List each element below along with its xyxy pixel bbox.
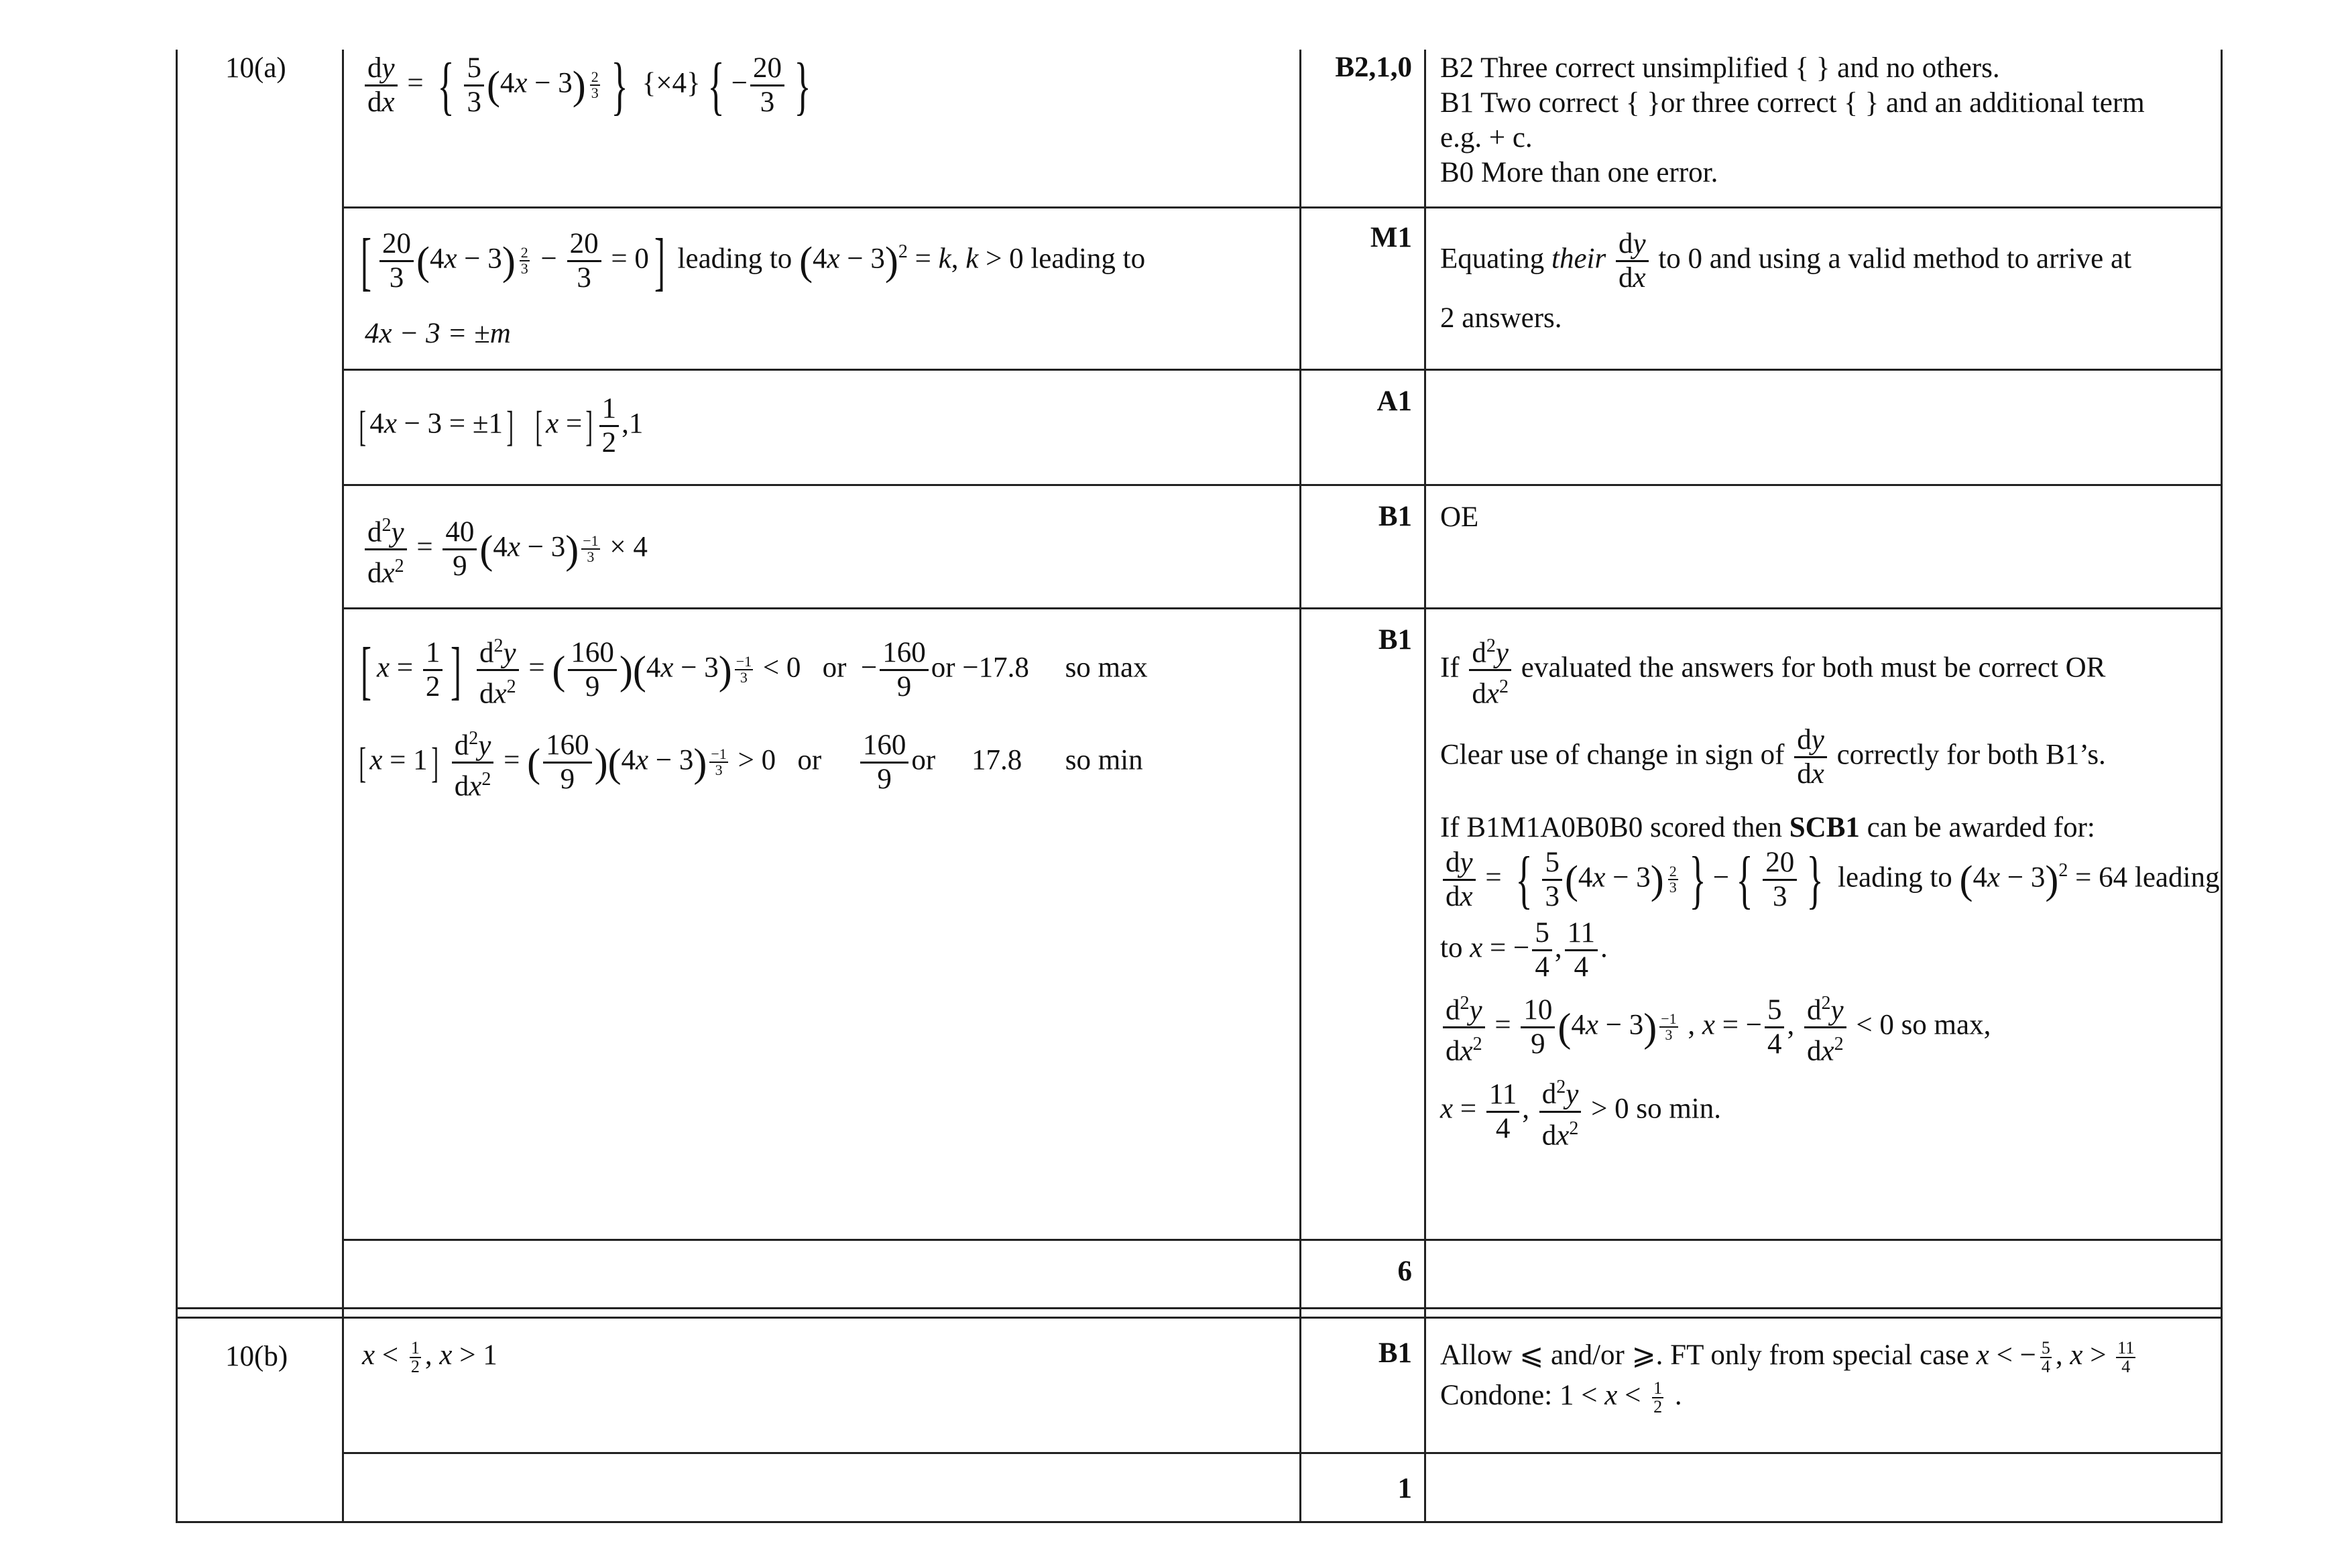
col-sep-1: [342, 50, 344, 1523]
answer-equate-line2: 4x − 3 = ±m: [365, 318, 511, 349]
guidance-row1-line3: e.g. + c.: [1440, 122, 1533, 154]
question-sep-bottom: [176, 1317, 2223, 1319]
answer-second-derivative: $\frac{d^2y}{dx^2}$ = $\frac{40}{9}$ (4x − 3) $\frac{-1}{3}$ × 4: [362, 509, 648, 590]
so-max-text: so max: [1065, 652, 1148, 684]
guidance-row5-line3: If B1M1A0B0B0 scored then SCB1 can be awarded for:: [1440, 811, 2095, 843]
guidance-row5-line5: to x = − $\frac{5}{4}$ , $\frac{11}{4}$ .: [1440, 916, 1608, 983]
row-sep-3: [342, 484, 2223, 486]
row-sep-1: [342, 206, 2223, 208]
guidance-row1-line4: B0 More than one error.: [1440, 157, 1718, 188]
so-min-text: so min: [1065, 744, 1143, 776]
answer-derivative: $\frac{dy}{dx}$ = { $\frac{5}{3}$ (4x − 3) $\frac{2}{3}$ } {×4} { − $\frac{20}{3}$ }: [362, 52, 818, 119]
guidance-row1-line2: B1 Two correct { }or three correct { } and an additional term: [1440, 87, 2145, 119]
guidance-row1-line1: B2 Three correct unsimplified { } and no others.: [1440, 52, 2000, 84]
guidance-row5-line7: x = $\frac{11}{4}$ , $\frac{d^2y}{dx^2}$ > 0 so min.: [1440, 1071, 2219, 1152]
col-sep-3: [1424, 50, 1426, 1523]
answer-min-test: [ x = 1] $\frac{d^2y}{dx^2}$ = ( $\frac{160}{9}$ )(4x − 3) $\frac{-1}{3}$ > 0 or $\frac{160}{9}$ or 17.8 so min: [355, 723, 1143, 803]
answer-10b: x < $\frac{1}{2}$ , x > 1: [362, 1338, 497, 1377]
row-sep-6: [342, 1452, 2223, 1454]
row-sep-2: [342, 369, 2223, 371]
guidance-row5-line1: If $\frac{d^2y}{dx^2}$ evaluated the answers for both must be correct OR: [1440, 630, 2219, 711]
guidance-row5-line4: $\frac{dy}{dx}$ = { $\frac{5}{3}$ (4x − 3) $\frac{2}{3}$ } − { $\frac{20}{3}$ } leading to $(4x - 3)^2 = 64$ leading: [1440, 847, 2219, 913]
guidance-row4: OE: [1440, 501, 1479, 533]
question-sep-top: [176, 1307, 2223, 1309]
mark-row5: B1: [1378, 624, 1412, 656]
leading-to-text-2: leading to: [1031, 243, 1146, 275]
total-10a: 6: [1397, 1256, 1412, 1287]
table-right-border: [2221, 50, 2223, 1523]
col-sep-2: [1299, 50, 1301, 1523]
guidance-10b: Allow ⩽ and/or ⩾. FT only from special case x < − $\frac{5}{4}$ , x > $\frac{11}{4}$ Condone: 1 < x < $\frac{1}{2}$ .: [1440, 1338, 2135, 1417]
table-bottom-border: [176, 1521, 2223, 1523]
guidance-row2: Equating their $\frac{dy}{dx}$ to 0 and using a valid method to arrive at 2 answers.: [1440, 228, 2132, 334]
total-10b: 1: [1397, 1473, 1412, 1504]
answer-equate-zero: [ $\frac{20}{3}$ (4x − 3) $\frac{2}{3}$ − $\frac{20}{3}$ = 0] leading to $(4x - 3)^2 = k$, k > 0 leading to: [360, 225, 1146, 297]
table-left-border: [176, 50, 178, 1523]
leading-to-text: leading to: [677, 243, 792, 275]
question-label-10a: 10(a): [225, 52, 286, 84]
row-sep-4: [342, 607, 2223, 609]
answer-max-test: [ x = $\frac{1}{2}$ ] $\frac{d^2y}{dx^2}$ = ( $\frac{160}{9}$ )(4x − 3) $\frac{-1}{3}$ < 0 or − $\frac{160}{9}$ or −17.8 so max: [355, 630, 1148, 711]
mark-row3: A1: [1376, 385, 1412, 417]
question-label-10b: 10(b): [225, 1341, 288, 1372]
guidance-row5: [1440, 630, 2219, 1152]
mark-row4: B1: [1378, 501, 1412, 532]
mark-row2: M1: [1370, 222, 1412, 253]
guidance-row1: [1440, 51, 2145, 190]
guidance-row5-line6: $\frac{d^2y}{dx^2}$ = $\frac{10}{9}$ (4x − 3) $\frac{-1}{3}$ , x = − $\frac{5}{4}$ , $\frac{d^2y}{dx^2}$ < 0 so max,: [1440, 987, 2219, 1068]
answer-roots: [ 4x − 3 = ±1] [ x =] $\frac{1}{2}$ ,1: [359, 393, 644, 459]
guidance-row5-line2: Clear use of change in sign of $\frac{dy}{dx}$ correctly for both B1’s.: [1440, 723, 2106, 790]
mark-10b: B1: [1378, 1337, 1412, 1369]
row-sep-5: [342, 1239, 2223, 1241]
mark-row1: B2,1,0: [1335, 52, 1412, 83]
